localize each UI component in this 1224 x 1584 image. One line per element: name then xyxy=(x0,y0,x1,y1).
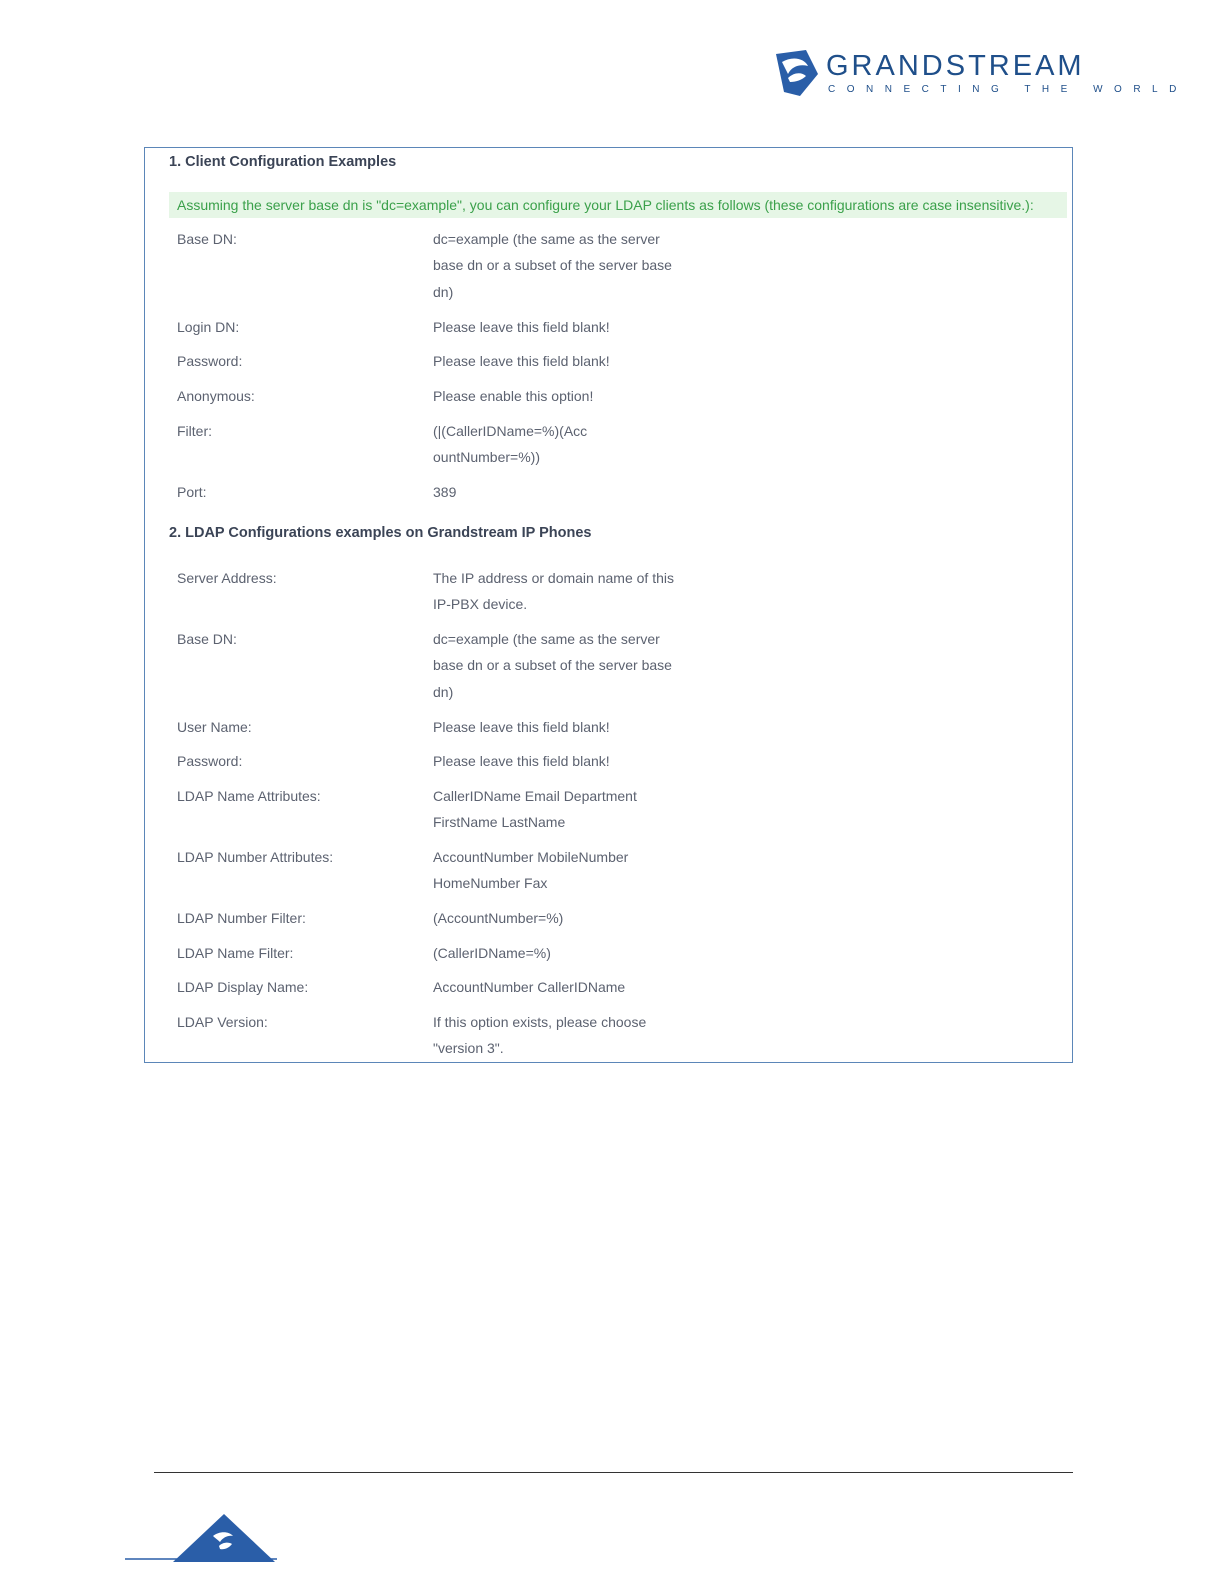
section1-title: 1. Client Configuration Examples xyxy=(169,154,397,170)
row-label: LDAP Display Name: xyxy=(177,979,309,995)
row-label: Base DN: xyxy=(177,631,237,647)
row-label: LDAP Name Attributes: xyxy=(177,788,321,804)
row-value: Please leave this field blank! xyxy=(433,353,610,369)
grandstream-logo xyxy=(772,48,1188,100)
row-value: (CallerIDName=%) xyxy=(433,945,551,961)
row-label: LDAP Version: xyxy=(177,1014,268,1030)
row-value: CallerIDName Email Department FirstName LastName xyxy=(433,788,637,831)
row-label: Password: xyxy=(177,353,243,369)
row-value: (|(CallerIDName=%)(AccountNumber=%)) xyxy=(433,423,588,466)
row-value: AccountNumber MobileNumber HomeNumber Fax xyxy=(433,849,629,892)
footer-divider xyxy=(154,1472,1073,1473)
row-value: 389 xyxy=(433,484,457,500)
row-value: Please leave this field blank! xyxy=(433,719,610,735)
row-value: AccountNumber CallerIDName xyxy=(433,979,626,995)
brand-tagline: CONNECTING THE WORLD xyxy=(828,84,1188,95)
row-value: If this option exists, please choose "version 3". xyxy=(433,1014,647,1057)
row-value: dc=example (the same as the server base dn or a subset of the server base dn) xyxy=(433,231,672,300)
ldap-configuration-panel xyxy=(144,147,1073,1063)
row-label: LDAP Number Filter: xyxy=(177,910,306,926)
row-label: LDAP Number Attributes: xyxy=(177,849,334,865)
row-label: Password: xyxy=(177,753,243,769)
row-value: (AccountNumber=%) xyxy=(433,910,564,926)
row-value: The IP address or domain name of this IP-PBX device. xyxy=(433,570,674,613)
row-label: User Name: xyxy=(177,719,252,735)
case-insensitive-notice: Assuming the server base dn is "dc=example", you can configure your LDAP clients as follows (these configurations are case insensitive.): xyxy=(169,192,1067,218)
row-value: Please leave this field blank! xyxy=(433,319,610,335)
row-value: Please leave this field blank! xyxy=(433,753,610,769)
row-value: dc=example (the same as the server base dn or a subset of the server base dn) xyxy=(433,631,672,700)
row-label: Port: xyxy=(177,484,207,500)
row-label: LDAP Name Filter: xyxy=(177,945,294,961)
row-label: Server Address: xyxy=(177,570,277,586)
section2-title: 2. LDAP Configurations examples on Grandstream IP Phones xyxy=(169,525,592,541)
row-label: Base DN: xyxy=(177,231,237,247)
row-label: Anonymous: xyxy=(177,388,255,404)
grandstream-logo-icon xyxy=(772,48,820,98)
grandstream-footer-logo-icon xyxy=(125,1512,277,1564)
row-label: Filter: xyxy=(177,423,212,439)
brand-name: GRANDSTREAM xyxy=(826,50,1085,82)
row-value: Please enable this option! xyxy=(433,388,594,404)
row-label: Login DN: xyxy=(177,319,240,335)
